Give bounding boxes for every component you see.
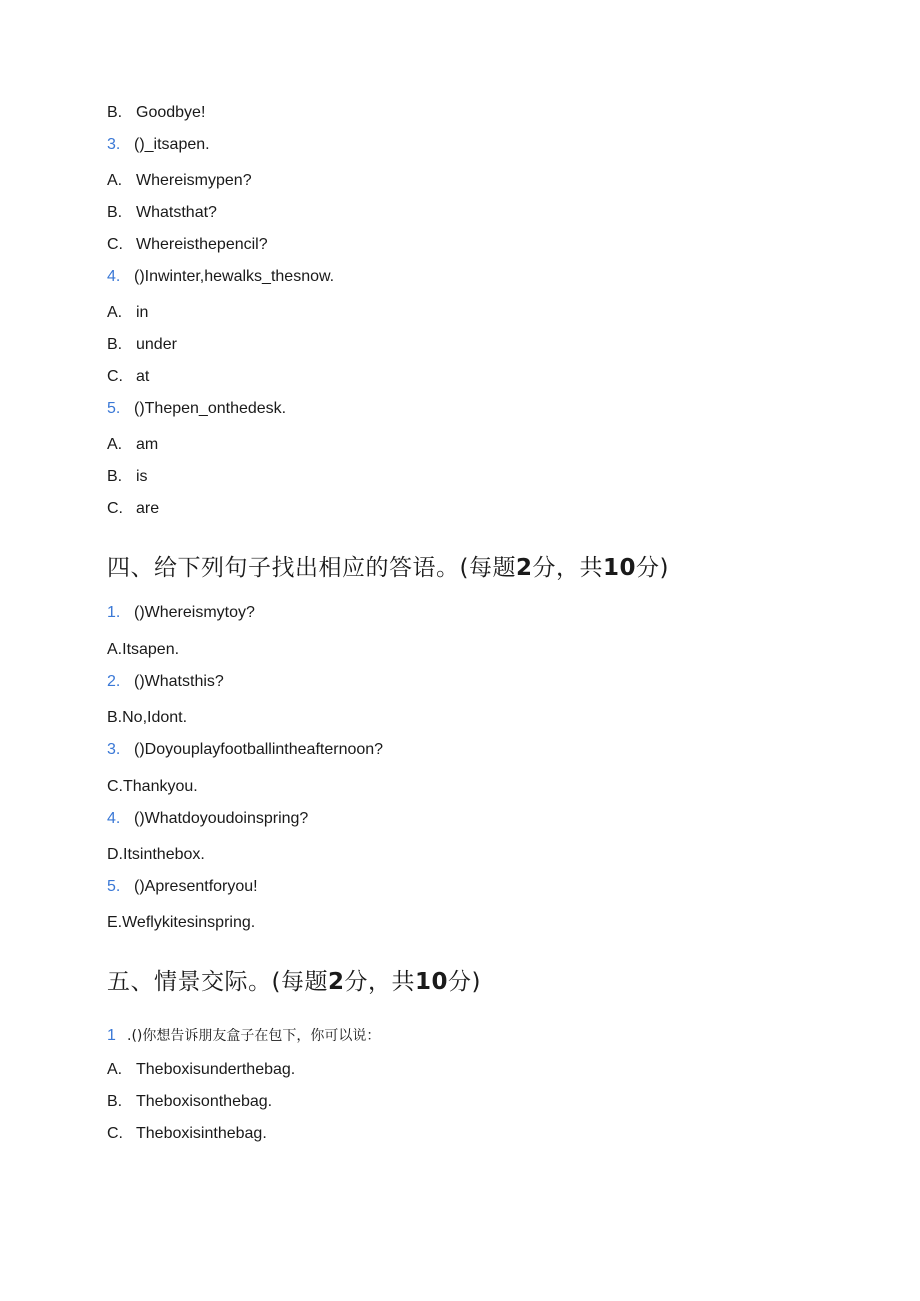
question-line bbox=[107, 740, 383, 760]
option-line bbox=[107, 1060, 295, 1080]
question-line bbox=[107, 603, 255, 623]
option-text: under bbox=[136, 336, 177, 353]
answer-text: D.Itsinthebox. bbox=[107, 846, 205, 863]
question-line bbox=[107, 1026, 380, 1046]
option-text: Whereisthepencil? bbox=[136, 236, 268, 253]
question-text: ()Inwinter,hewalks_thesnow. bbox=[134, 268, 335, 285]
heading-score: 2 bbox=[515, 555, 533, 581]
heading-suffix: 分) bbox=[448, 969, 481, 995]
section-heading bbox=[107, 968, 481, 996]
option-line bbox=[107, 103, 205, 123]
option-line bbox=[107, 203, 217, 223]
option-line bbox=[107, 435, 158, 455]
answer-line bbox=[107, 640, 179, 660]
question-line bbox=[107, 399, 286, 419]
option-letter: B. bbox=[107, 336, 123, 353]
question-line bbox=[107, 135, 210, 155]
option-text: Whereismypen? bbox=[136, 172, 252, 189]
question-text: ()Doyouplayfootballintheafternoon? bbox=[134, 741, 384, 758]
answer-line bbox=[107, 913, 255, 933]
option-line bbox=[107, 235, 268, 255]
heading-total: 10 bbox=[603, 555, 637, 581]
answer-line bbox=[107, 777, 198, 797]
question-number: 4. bbox=[107, 810, 121, 827]
option-text: in bbox=[136, 304, 149, 321]
question-text: ()Whatsthis? bbox=[134, 673, 224, 690]
question-number: 4. bbox=[107, 268, 121, 285]
answer-line bbox=[107, 845, 205, 865]
answer-text: E.Weflykitesinspring. bbox=[107, 914, 256, 931]
question-number: 5. bbox=[107, 400, 121, 417]
heading-score: 2 bbox=[327, 969, 345, 995]
option-line bbox=[107, 1092, 272, 1112]
option-letter: A. bbox=[107, 436, 123, 453]
option-text: Theboxisinthebag. bbox=[136, 1125, 267, 1142]
option-text: am bbox=[136, 436, 159, 453]
option-text: is bbox=[136, 468, 148, 485]
option-letter: A. bbox=[107, 1061, 123, 1078]
question-text: ()Whereismytoy? bbox=[134, 604, 255, 621]
option-text: Theboxisonthebag. bbox=[136, 1093, 273, 1110]
question-text: .()你想告诉朋友盒子在包下，你可以说： bbox=[127, 1028, 381, 1044]
option-letter: C. bbox=[107, 500, 123, 517]
answer-text: A.Itsapen. bbox=[107, 641, 180, 658]
option-letter: B. bbox=[107, 468, 123, 485]
heading-prefix: 五、情景交际。(每题 bbox=[107, 969, 328, 995]
option-text: are bbox=[136, 500, 160, 517]
option-letter: C. bbox=[107, 1125, 123, 1142]
option-letter: B. bbox=[107, 1093, 123, 1110]
question-text: ()Apresentforyou! bbox=[134, 878, 258, 895]
option-line bbox=[107, 499, 159, 519]
option-line bbox=[107, 171, 252, 191]
option-letter: C. bbox=[107, 236, 123, 253]
option-line bbox=[107, 367, 149, 387]
option-line bbox=[107, 335, 177, 355]
question-line bbox=[107, 672, 224, 692]
option-text: Theboxisunderthebag. bbox=[136, 1061, 296, 1078]
option-text: Whatsthat? bbox=[136, 204, 217, 221]
question-number: 1. bbox=[107, 604, 121, 621]
question-line bbox=[107, 877, 258, 897]
question-text: ()_itsapen. bbox=[134, 136, 210, 153]
option-text: Goodbye! bbox=[136, 104, 206, 121]
option-line bbox=[107, 303, 148, 323]
option-line bbox=[107, 1124, 267, 1144]
heading-total: 10 bbox=[415, 969, 449, 995]
option-letter: C. bbox=[107, 368, 123, 385]
option-text: at bbox=[136, 368, 150, 385]
option-letter: A. bbox=[107, 172, 123, 189]
question-text: ()Whatdoyoudoinspring? bbox=[134, 810, 309, 827]
question-number: 5. bbox=[107, 878, 121, 895]
option-letter: B. bbox=[107, 204, 123, 221]
question-line bbox=[107, 809, 308, 829]
answer-line bbox=[107, 708, 187, 728]
heading-mid: 分，共 bbox=[532, 555, 603, 581]
heading-mid: 分，共 bbox=[344, 969, 415, 995]
heading-prefix: 四、给下列句子找出相应的答语。(每题 bbox=[107, 555, 516, 581]
heading-suffix: 分) bbox=[636, 555, 669, 581]
section-heading bbox=[107, 554, 669, 582]
question-number: 2. bbox=[107, 673, 121, 690]
option-line bbox=[107, 467, 148, 487]
question-text: ()Thepen_onthedesk. bbox=[134, 400, 287, 417]
answer-text: B.No,Idont. bbox=[107, 709, 188, 726]
option-letter: A. bbox=[107, 304, 123, 321]
option-letter: B. bbox=[107, 104, 123, 121]
question-number: 3. bbox=[107, 741, 121, 758]
question-number: 1 bbox=[107, 1027, 116, 1044]
question-line bbox=[107, 267, 334, 287]
question-number: 3. bbox=[107, 136, 121, 153]
answer-text: C.Thankyou. bbox=[107, 778, 198, 795]
